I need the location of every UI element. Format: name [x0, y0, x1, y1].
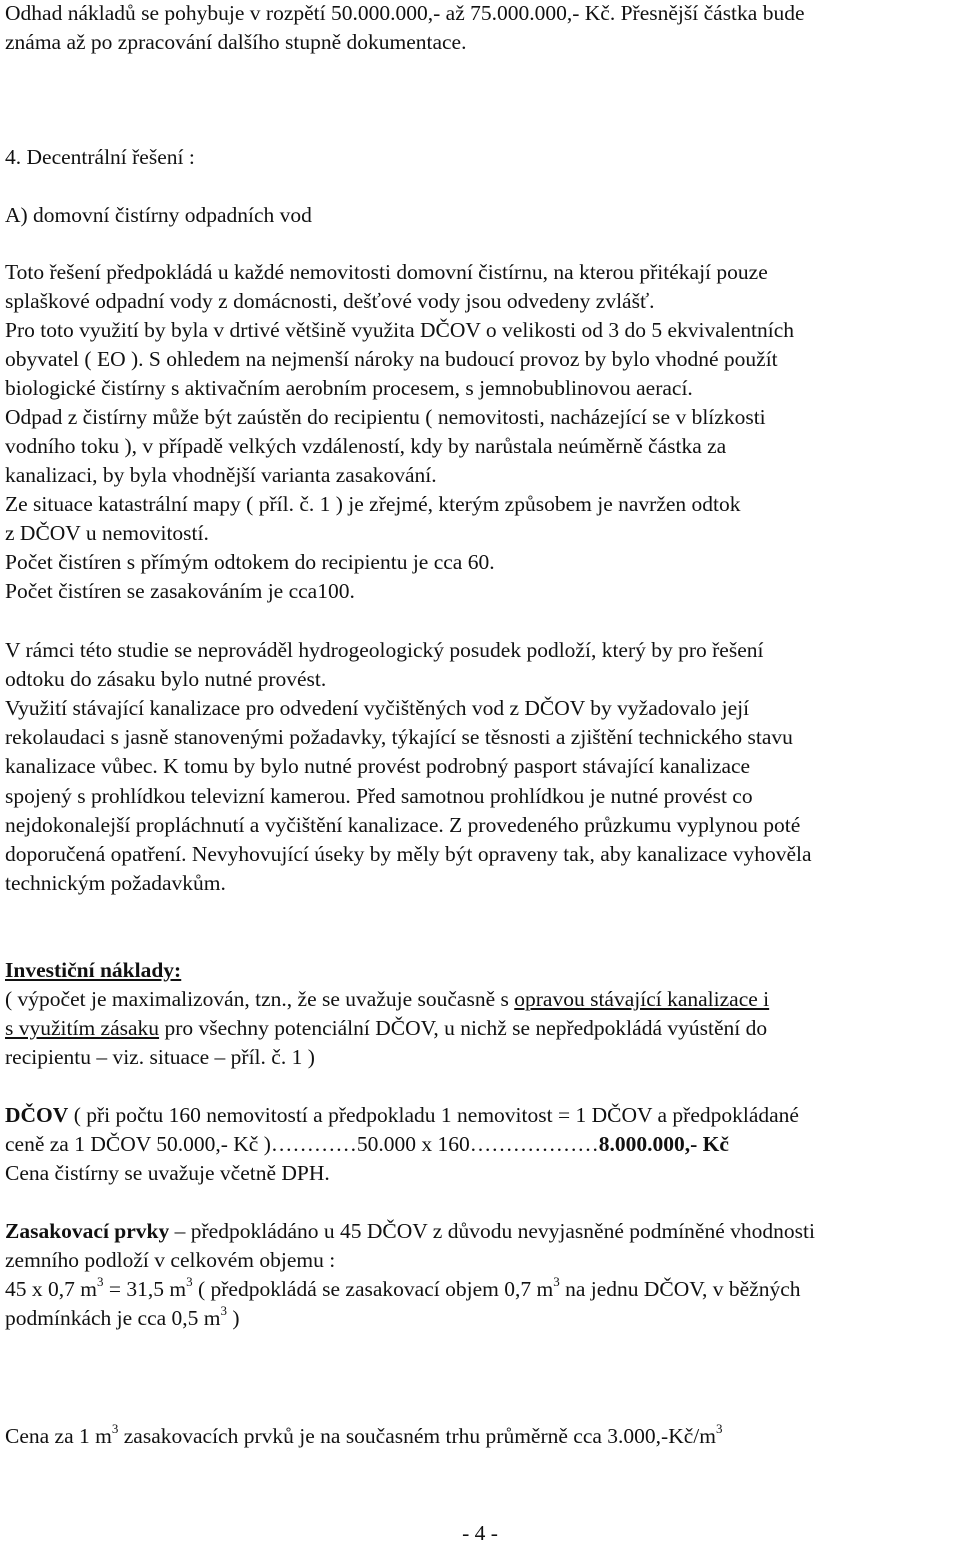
superscript: 3 [96, 1274, 104, 1289]
paragraph-line: doporučená opatření. Nevyhovující úseky by měly být opraveny tak, aby kanalizace vyhověla [5, 842, 812, 866]
intro-line-2: známa až po zpracování dalšího stupně dokumentace. [5, 30, 467, 54]
price-line [5, 1421, 723, 1448]
paragraph-line: obyvatel ( EO ). S ohledem na nejmenší nároky na budoucí provoz by bylo vhodné použít [5, 347, 778, 371]
dcov-line-1 [5, 1105, 799, 1127]
superscript: 3 [186, 1274, 193, 1289]
dcov-calculation: ceně za 1 DČOV 50.000,- Kč )…………50.000 x 160……………… [5, 1132, 599, 1156]
paragraph-line: vodního toku ), v případě velkých vzdáleností, kdy by narůstala neúměrně částka za [5, 434, 727, 458]
dcov-line-3: Cena čistírny se uvažuje včetně DPH. [5, 1161, 330, 1185]
investment-underlined-text: s využitím zásaku [5, 1016, 160, 1040]
zasak-line-2: zemního podloží v celkovém objemu : [5, 1248, 336, 1272]
zasak-text: = 31,5 m [103, 1277, 187, 1301]
paragraph-line: kanalizaci, by byla vhodnější varianta zasakování. [5, 463, 437, 487]
zasak-text: ( předpokládá se zasakovací objem 0,7 m [192, 1277, 554, 1301]
zasak-text: ) [227, 1306, 240, 1330]
section-subheading: A) domovní čistírny odpadních vod [5, 203, 312, 227]
intro-line-1: Odhad nákladů se pohybuje v rozpětí 50.000.000,- až 75.000.000,- Kč. Přesnější částka bude [5, 1, 805, 25]
dcov-total: 8.000.000,- Kč [598, 1132, 729, 1156]
zasak-label: Zasakovací prvky [5, 1219, 170, 1243]
paragraph-line: Počet čistíren s přímým odtokem do recipientu je cca 60. [5, 550, 495, 574]
paragraph-line: splaškové odpadní vody z domácnosti, dešťové vody jsou odvedeny zvlášť. [5, 289, 655, 313]
zasak-line-1 [5, 1221, 815, 1243]
zasak-text: podmínkách je cca 0,5 m [5, 1306, 221, 1330]
paragraph-line: spojený s prohlídkou televizní kamerou. Před samotnou prohlídkou je nutné provést co [5, 784, 753, 808]
paragraph-line: V rámci této studie se neprováděl hydrogeologický posudek podloží, který by pro řešení [5, 638, 764, 662]
zasak-text: na jednu DČOV, v běžných [559, 1277, 801, 1301]
paragraph-line: kanalizace vůbec. K tomu by bylo nutné provést podrobný pasport stávající kanalizace [5, 754, 751, 778]
dcov-label: DČOV [5, 1103, 69, 1127]
investment-line-1 [5, 989, 769, 1011]
price-text: zasakovacích prvků je na současném trhu průměrně cca 3.000,-Kč/m [118, 1424, 716, 1448]
zasak-text: 45 x 0,7 m [5, 1277, 97, 1301]
paragraph-line: Pro toto využití by byla v drtivé většině využita DČOV o velikosti od 3 do 5 ekvivalentních [5, 318, 795, 342]
superscript: 3 [220, 1303, 228, 1318]
zasak-line-3 [5, 1274, 801, 1301]
investment-line-2 [5, 1018, 767, 1040]
paragraph-line: Ze situace katastrální mapy ( příl. č. 1 ) je zřejmé, kterým způsobem je navržen odtok [5, 492, 741, 516]
paragraph-line: Odpad z čistírny může být zaústěn do recipientu ( nemovitosti, nacházející se v blízkosti [5, 405, 766, 429]
investment-heading: Investiční náklady: [5, 958, 182, 982]
investment-line-3: recipientu – viz. situace – příl. č. 1 ) [5, 1045, 315, 1069]
paragraph-line: nejdokonalejší propláchnutí a vyčištění kanalizace. Z provedeného průzkumu vyplynou poté [5, 813, 801, 837]
investment-underlined-text: opravou stávající kanalizace i [514, 987, 770, 1011]
dcov-text: ( při počtu 160 nemovitostí a předpokladu 1 nemovitost = 1 DČOV a předpokládané [68, 1103, 799, 1127]
zasak-line-4 [5, 1303, 240, 1330]
investment-text: pro všechny potenciální DČOV, u nichž se nepředpokládá vyústění do [159, 1016, 768, 1040]
paragraph-line: Počet čistíren se zasakováním je cca100. [5, 579, 355, 603]
paragraph-line: Toto řešení předpokládá u každé nemovitosti domovní čistírnu, na kterou přitékají pouze [5, 260, 768, 284]
paragraph-line: z DČOV u nemovitostí. [5, 521, 209, 545]
superscript: 3 [553, 1274, 560, 1289]
dcov-line-2 [5, 1134, 729, 1156]
superscript: 3 [111, 1421, 119, 1436]
paragraph-line: Využití stávající kanalizace pro odvedení vyčištěných vod z DČOV by vyžadovalo její [5, 696, 750, 720]
page-number: - 4 - [462, 1521, 498, 1545]
investment-text: ( výpočet je maximalizován, tzn., že se uvažuje současně s [5, 987, 515, 1011]
zasak-text: – předpokládáno u 45 DČOV z důvodu nevyjasněné podmíněné vhodnosti [169, 1219, 815, 1243]
section-heading: 4. Decentrální řešení : [5, 145, 195, 169]
paragraph-line: rekolaudaci s jasně stanovenými požadavky, týkající se těsnosti a zjištění technického stavu [5, 725, 793, 749]
paragraph-line: biologické čistírny s aktivačním aerobním procesem, s jemnobublinovou aerací. [5, 376, 693, 400]
paragraph-line: technickým požadavkům. [5, 871, 226, 895]
price-text: Cena za 1 m [5, 1424, 112, 1448]
paragraph-line: odtoku do zásaku bylo nutné provést. [5, 667, 327, 691]
superscript: 3 [715, 1421, 723, 1436]
